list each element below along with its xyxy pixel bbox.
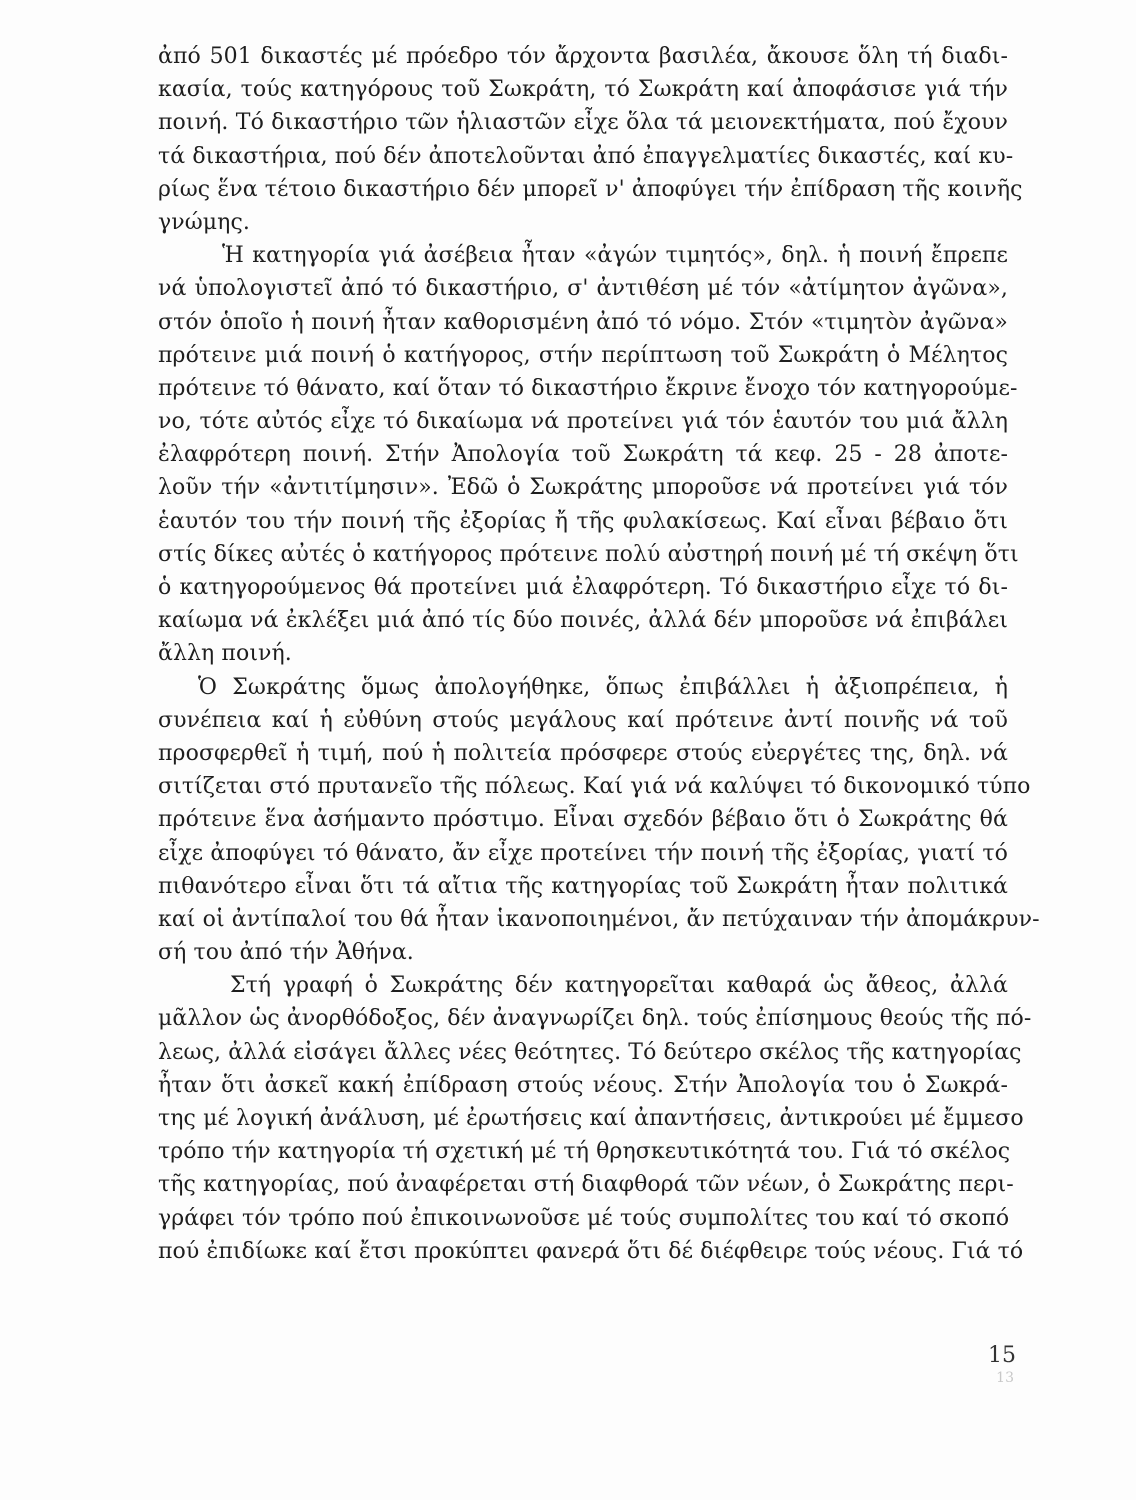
text-line: πρότεινε τό θάνατο, καί ὅταν τό δικαστήριο ἔκρινε ἔνοχο τόν κατηγορούμε- [158,375,1018,401]
text-line: ἑαυτόν του τήν ποινή τῆς ἐξορίας ἤ τῆς φυλακίσεως. Καί εἶναι βέβαιο ὅτι [158,508,1008,534]
page-number: 15 [988,1343,1016,1368]
text-line: τρόπο τήν κατηγορία τή σχετική μέ τή θρησκευτικότητά του. Γιά τό σκέλος [158,1139,1011,1165]
text-line: καί οἱ ἀντίπαλοί του θά ἦταν ἱκανοποιημένοι, ἄν πετύχαιναν τήν ἀπομάκρυν- [158,906,1040,932]
text-line: πρότεινε μιά ποινή ὁ κατήγορος, στήν περίπτωση τοῦ Σωκράτη ὁ Μέλητος [158,342,1008,368]
text-line: ποινή. Τό δικαστήριο τῶν ἡλιαστῶν εἶχε ὅλα τά μειονεκτήματα, πού ἔχουν [158,110,1008,136]
text-line: καίωμα νά ἐκλέξει μιά ἀπό τίς δύο ποινές, ἀλλά δέν μποροῦσε νά ἐπιβάλει [158,608,1008,634]
text-line: εἶχε ἀποφύγει τό θάνατο, ἄν εἶχε προτείνει τήν ποινή τῆς ἐξορίας, γιατί τό [158,840,1008,866]
text-line: ἀπό 501 δικαστές μέ πρόεδρο τόν ἄρχοντα βασιλέα, ἄκουσε ὅλη τή διαδι- [158,44,1008,69]
paragraph-start-line: Ὁ Σωκράτης ὅμως ἀπολογήθηκε, ὅπως ἐπιβάλλει ἡ ἀξιοπρέπεια, ἡ [198,674,1008,700]
text-line: στίς δίκες αὐτές ὁ κατήγορος πρότεινε πολύ αὐστηρή ποινή μέ τή σκέψη ὅτι [158,541,1019,567]
text-line: γνώμης. [158,209,250,235]
text-line: πρότεινε ἕνα ἀσήμαντο πρόστιμο. Εἶναι σχεδόν βέβαιο ὅτι ὁ Σωκράτης θά [158,807,1008,833]
text-line: τά δικαστήρια, πού δέν ἀποτελοῦνται ἀπό ἐπαγγελματίες δικαστές, καί κυ- [158,143,1014,169]
body-text [158,40,1040,1268]
text-line: νά ὑπολογιστεῖ ἀπό τό δικαστήριο, σ' ἀντιθέση μέ τόν «ἀτίμητον ἀγῶνα», [158,276,1008,302]
text-line: προσφερθεῖ ἡ τιμή, πού ἡ πολιτεία πρόσφερε στούς εὐεργέτες της, δηλ. νά [158,740,1008,766]
text-line: νο, τότε αὐτός εἶχε τό δικαίωμα νά προτείνει γιά τόν ἑαυτόν του μιά ἄλλη [158,409,1008,435]
faint-page-number: 13 [996,1370,1014,1386]
text-line: γράφει τόν τρόπο πού ἐπικοινωνοῦσε μέ τούς συμπολίτες του καί τό σκοπό [158,1205,1010,1231]
text-line: στόν ὁποῖο ἡ ποινή ἦταν καθορισμένη ἀπό τό νόμο. Στόν «τιμητὸν ἀγῶνα» [158,309,1008,335]
text-line: λεως, ἀλλά εἰσάγει ἄλλες νέες θεότητες. Τό δεύτερο σκέλος τῆς κατηγορίας [158,1039,1022,1065]
paragraph-start-line: Ἡ κατηγορία γιά ἀσέβεια ἦταν «ἀγών τιμητός», δηλ. ἡ ποινή ἔπρεπε [222,243,1008,269]
text-line: τῆς κατηγορίας, πού ἀναφέρεται στή διαφθορά τῶν νέων, ὁ Σωκράτης περι- [158,1172,1014,1198]
text-line: σιτίζεται στό πρυτανεῖο τῆς πόλεως. Καί γιά νά καλύψει τό δικονομικό τύπο [158,774,1031,800]
text-line: της μέ λογική ἀνάλυση, μέ ἐρωτήσεις καί ἀπαντήσεις, ἀντικρούει μέ ἔμμεσο [158,1106,1024,1131]
text-line: ἐλαφρότερη ποινή. Στήν Ἀπολογία τοῦ Σωκράτη τά κεφ. 25 - 28 ἀποτε- [158,442,1008,468]
paragraph-start-line: Στή γραφή ὁ Σωκράτης δέν κατηγορεῖται καθαρά ὡς ἄθεος, ἀλλά [230,973,1008,999]
text-line: ἦταν ὅτι ἀσκεῖ κακή ἐπίδραση στούς νέους. Στήν Ἀπολογία του ὁ Σωκρά- [158,1072,1008,1098]
text-line: λοῦν τήν «ἀντιτίμησιν». Ἐδῶ ὁ Σωκράτης μποροῦσε νά προτείνει γιά τόν [158,475,1008,501]
text-line: πού ἐπιδίωκε καί ἔτσι προκύπτει φανερά ὅτι δέ διέφθειρε τούς νέους. Γιά τό [158,1238,1024,1264]
text-line: μᾶλλον ὡς ἀνορθόδοξος, δέν ἀναγνωρίζει δηλ. τούς ἐπίσημους θεούς τῆς πό- [158,1006,1032,1032]
text-line: κασία, τούς κατηγόρους τοῦ Σωκράτη, τό Σωκράτη καί ἀποφάσισε γιά τήν [158,77,1008,103]
text-line: ὁ κατηγορούμενος θά προτείνει μιά ἐλαφρότερη. Τό δικαστήριο εἶχε τό δι- [158,575,1008,600]
text-line: σή του ἀπό τήν Ἀθήνα. [158,940,414,966]
text-line: ρίως ἕνα τέτοιο δικαστήριο δέν μπορεῖ ν' ἀποφύγει τήν ἐπίδραση τῆς κοινῆς [158,176,1023,202]
text-line: πιθανότερο εἶναι ὅτι τά αἴτια τῆς κατηγορίας τοῦ Σωκράτη ἦταν πολιτικά [158,873,1008,899]
text-line: ἄλλη ποινή. [158,641,292,667]
text-line: συνέπεια καί ἡ εὐθύνη στούς μεγάλους καί πρότεινε ἀντί ποινῆς νά τοῦ [158,707,1008,733]
